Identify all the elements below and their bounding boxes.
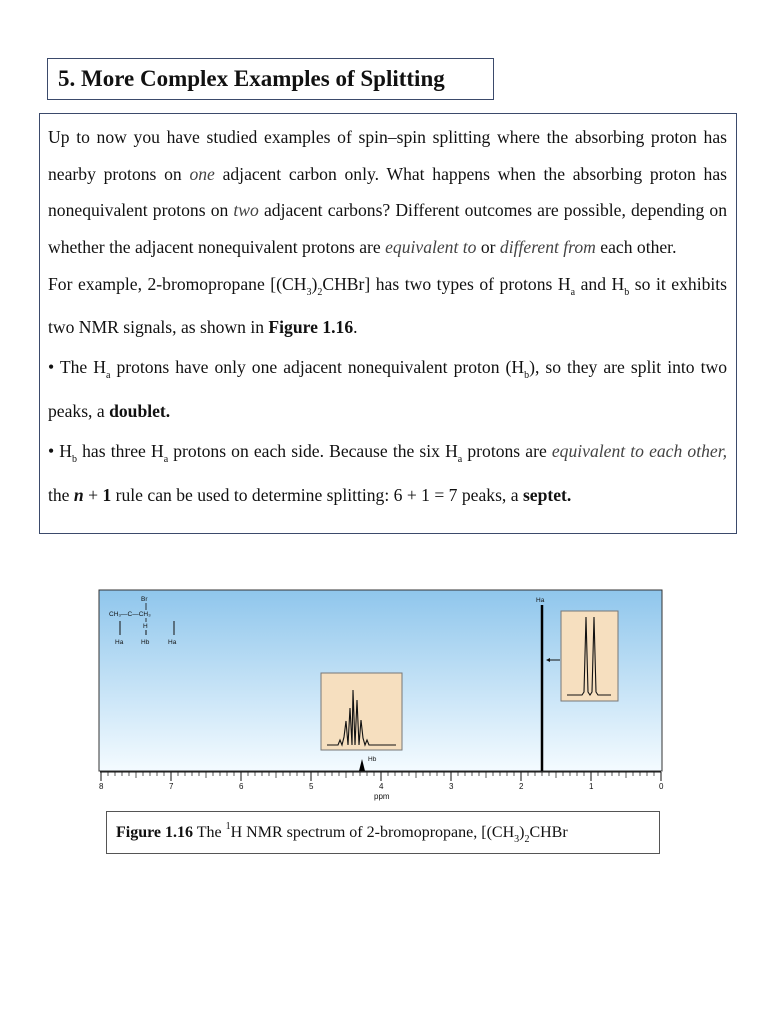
ppm-axis [100, 772, 661, 781]
svg-text:CH₃—C—CH₃: CH₃—C—CH₃ [109, 611, 151, 618]
example-paragraph: For example, 2-bromopropane $[(CH_3)_2CHBr]$ has two types of protons $H_a$ and $H_b$ so it exhibits two NMR signals, as shown in Figure 1.16. [48, 274, 728, 337]
tick-label-3: 3 [449, 782, 454, 791]
struct-label-ha-left: Ha [115, 639, 124, 646]
axis-unit-label: ppm [374, 792, 390, 801]
svg-text:H: H [143, 623, 148, 630]
inset-hb-septet [321, 673, 402, 750]
struct-label-hb: Hb [141, 639, 150, 646]
tick-label-7: 7 [169, 782, 174, 791]
tick-label-4: 4 [379, 782, 384, 791]
nmr-spectrum [98, 589, 663, 804]
bullet-doublet: • The $H_a$ protons have only one adjacent nonequivalent proton $(H_b)$, so they are split into two peaks, a doublet. [48, 357, 727, 421]
svg-text:Br: Br [141, 596, 148, 603]
tick-label-8: 8 [99, 782, 104, 791]
tick-label-0: 0 [659, 782, 664, 791]
peak-label-ha: Ha [536, 597, 545, 604]
explanation-box [39, 113, 737, 534]
figure-caption: Figure 1.16 The $^1$H NMR spectrum of 2-bromopropane, [$(CH_3)_2CHBr$ [106, 811, 660, 854]
tick-label-1: 1 [589, 782, 594, 791]
inset-ha-doublet [561, 611, 618, 701]
section-title: 5. More Complex Examples of Splitting [47, 58, 494, 100]
struct-label-ha-right: Ha [168, 639, 177, 646]
intro-paragraph: Up to now you have studied examples of spin–spin splitting where the absorbing proton has nearby protons on one adjacent carbon only. What happens when the absorbing proton has nonequivalent protons on two adjacent carbons? Different outcomes are possible, depending on whether the adjacent nonequivalent protons are equivalent to or different from each other. [48, 127, 727, 257]
tick-label-2: 2 [519, 782, 524, 791]
tick-label-5: 5 [309, 782, 314, 791]
peak-label-hb: Hb [368, 756, 377, 763]
tick-label-6: 6 [239, 782, 244, 791]
bullet-septet: • $H_b$ has three $H_a$ protons on each side. Because the six $H_a$ protons are equivalent to each other, the n + 1 rule can be used to determine splitting: 6 + 1 = 7 peaks, a septet. [48, 441, 727, 505]
